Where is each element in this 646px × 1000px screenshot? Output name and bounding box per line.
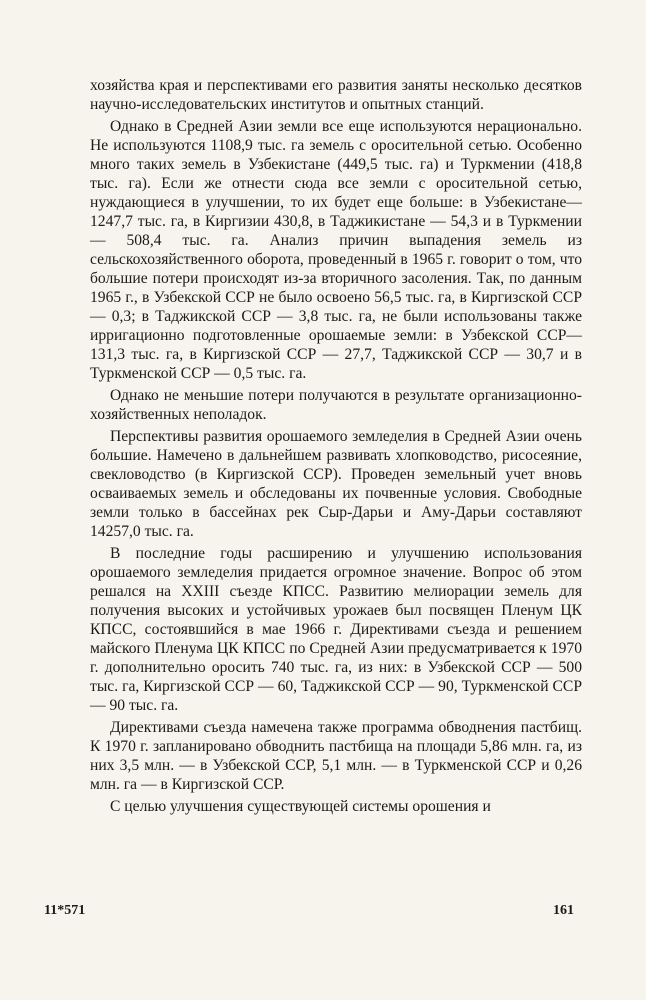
paragraph-2: Однако в Средней Азии земли все еще используются нерационально. Не используются 1108,9 тыс. га земель с оросительной сетью. Особенно много таких земель в Узбекистане (449,5 тыс. га) и Туркмении (418,8 тыс. га). Если же отнести сюда все земли с оросительной сетью, нуждающиеся в улучшении, то их будет еще больше: в Узбекистане—1247,7 тыс. га, в Киргизии 430,8, в Таджикистане — 54,3 и в Туркмении — 508,4 тыс. га. Анализ причин выпадения земель из сельскохозяйственного оборота, проведенный в 1965 г. говорит о том, что большие потери происходят из-за вторичного засоления. Так, по данным 1965 г., в Узбекской ССР не было освоено 56,5 тыс. га, в Киргизской ССР — 0,3; в Таджикской ССР — 3,8 тыс. га, не были использованы также ирригационно подготовленные орошаемые земли: в Узбекской ССР—131,3 тыс. га, в Киргизской ССР — 27,7, Таджикской ССР — 30,7 и в Туркменской ССР — 0,5 тыс. га. [90,118,582,382]
paragraph-4: Перспективы развития орошаемого земледелия в Средней Азии очень большие. Намечено в дальнейшем развивать хлопководство, рисосеяние, свекловодство (в Киргизской ССР). Проведен земельный учет вновь осваиваемых земель и обследованы их почвенные условия. Свободные земли только в бассейнах рек Сыр-Дарьи и Аму-Дарьи составляют 14257,0 тыс. га. [90,428,582,540]
paragraph-6: Директивами съезда намечена также программа обводнения пастбищ. К 1970 г. запланировано обводнить пастбища на площади 5,86 млн. га, из них 3,5 млн. — в Узбекской ССР, 5,1 млн. — в Туркменской ССР и 0,26 млн. га — в Киргизской ССР. [90,719,582,793]
printer-signature: 11*571 [44,903,86,918]
page-body [90,76,582,819]
paragraph-5: В последние годы расширению и улучшению использования орошаемого земледелия придается огромное значение. Вопрос об этом решался на XXIII съезде КПСС. Развитию мелиорации земель для получения высоких и устойчивых урожаев был посвящен Пленум ЦК КПСС, состоявшийся в мае 1966 г. Директивами съезда и решением майского Пленума ЦК КПСС по Средней Азии предусматривается к 1970 г. дополнительно оросить 740 тыс. га, из них: в Узбекской ССР — 500 тыс. га, Киргизской ССР — 60, Таджикской ССР — 90, Туркменской ССР — 90 тыс. га. [90,545,582,714]
page-footer [44,903,574,923]
paragraph-3: Однако не меньшие потери получаются в результате организационно-хозяйственных неполадок. [90,387,582,423]
page-number: 161 [553,903,574,918]
paragraph-1: хозяйства края и перспективами его развития заняты несколько десятков научно-исследовательских институтов и опытных станций. [90,77,582,113]
paragraph-7: С целью улучшения существующей системы орошения и [110,798,491,815]
body-text [90,76,582,816]
